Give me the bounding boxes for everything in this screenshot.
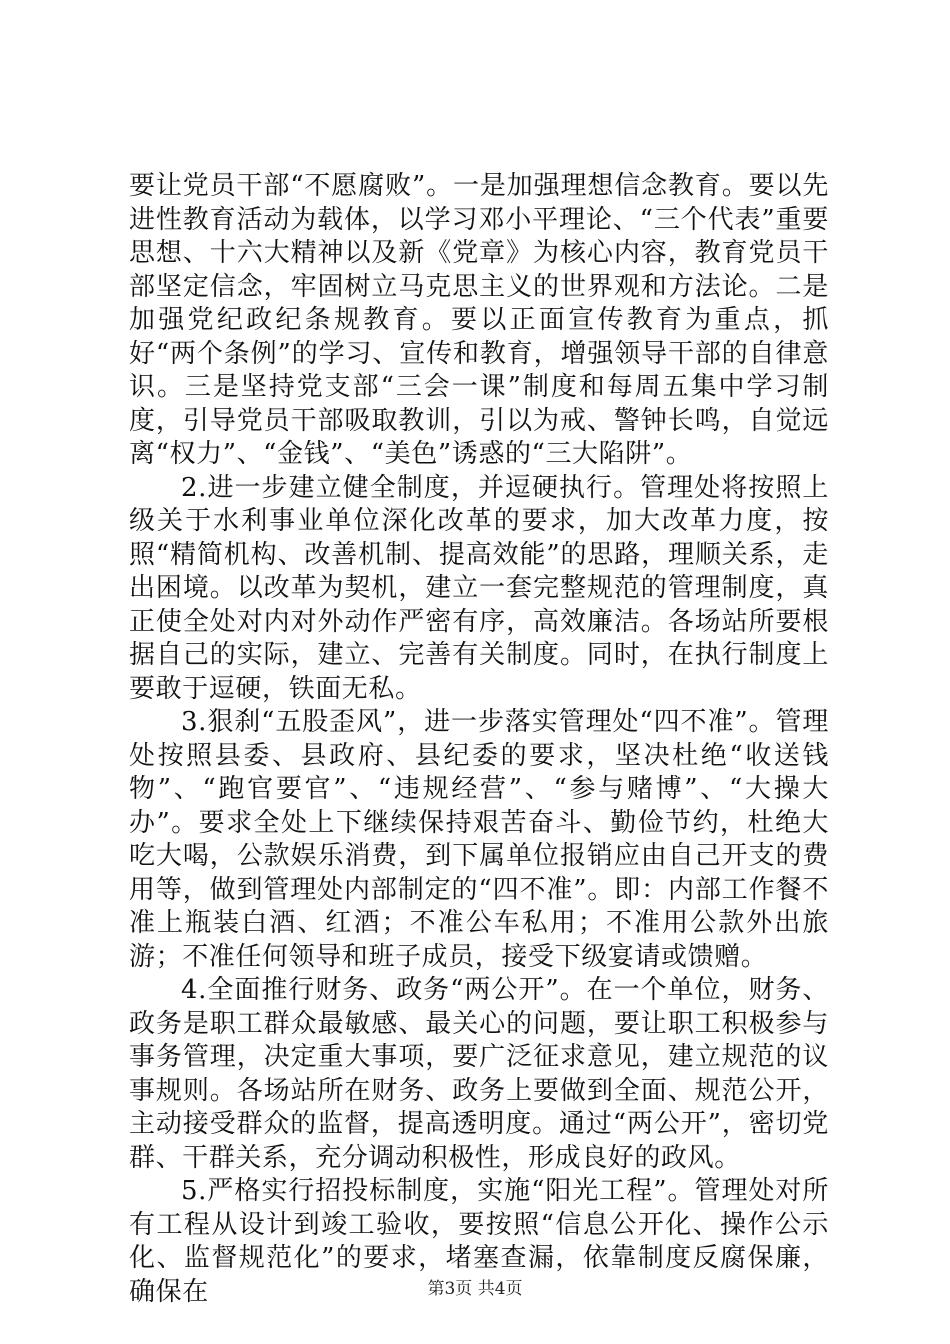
page-number-footer: 第3页 共4页	[427, 1279, 523, 1299]
paragraph-5: 5.严格实行招投标制度，实施“阳光工程”。管理处对所有工程从设计到竣工验收，要按照“信息公开化、操作公示化、监督规范化”的要求，堵塞查漏，依靠制度反腐保廉，确保在	[129, 1176, 829, 1307]
document-body	[129, 170, 829, 1309]
paragraph-1: 要让党员干部“不愿腐败”。一是加强理想信念教育。要以先进性教育活动为载体，以学习邓小平理论、“三个代表”重要思想、十六大精神以及新《党章》为核心内容，教育党员干部坚定信念，牢固树立马克思主义的世界观和方法论。二是加强党纪政纪条规教育。要以正面宣传教育为重点，抓好“两个条例”的学习、宣传和教育，增强领导干部的自律意识。三是坚持党支部“三会一课”制度和每周五集中学习制度，引导党员干部吸取教训，引以为戒、警钟长鸣，自觉远离“权力”、“金钱”、“美色”诱惑的“三大陷阱”。	[129, 171, 829, 469]
paragraph-2: 2.进一步建立健全制度，并逗硬执行。管理处将按照上级关于水利事业单位深化改革的要求，加大改革力度，按照“精简机构、改善机制、提高效能”的思路，理顺关系，走出困境。以改革为契机，建立一套完整规范的管理制度，真正使全处对内对外动作严密有序，高效廉洁。各场站所要根据自己的实际，建立、完善有关制度。同时，在执行制度上要敢于逗硬，铁面无私。	[129, 472, 829, 704]
paragraph-4: 4.全面推行财务、政务“两公开”。在一个单位，财务、政务是职工群众最敏感、最关心的问题，要让职工积极参与事务管理，决定重大事项，要广泛征求意见，建立规范的议事规则。各场站所在财务、政务上要做到全面、规范公开，主动接受群众的监督，提高透明度。通过“两公开”，密切党群、干群关系，充分调动积极性，形成良好的政风。	[129, 975, 829, 1173]
paragraph-3: 3.狠刹“五股歪风”，进一步落实管理处“四不准”。管理处按照县委、县政府、县纪委的要求，坚决杜绝“收送钱物”、“跑官要官”、“违规经营”、“参与赌博”、“大操大办”。要求全处上下继续保持艰苦奋斗、勤俭节约，杜绝大吃大喝，公款娱乐消费，到下属单位报销应由自己开支的费用等，做到管理处内部制定的“四不准”。即：内部工作餐不准上瓶装白酒、红酒；不准公车私用；不准用公款外出旅游；不准任何领导和班子成员，接受下级宴请或馈赠。	[129, 707, 829, 972]
